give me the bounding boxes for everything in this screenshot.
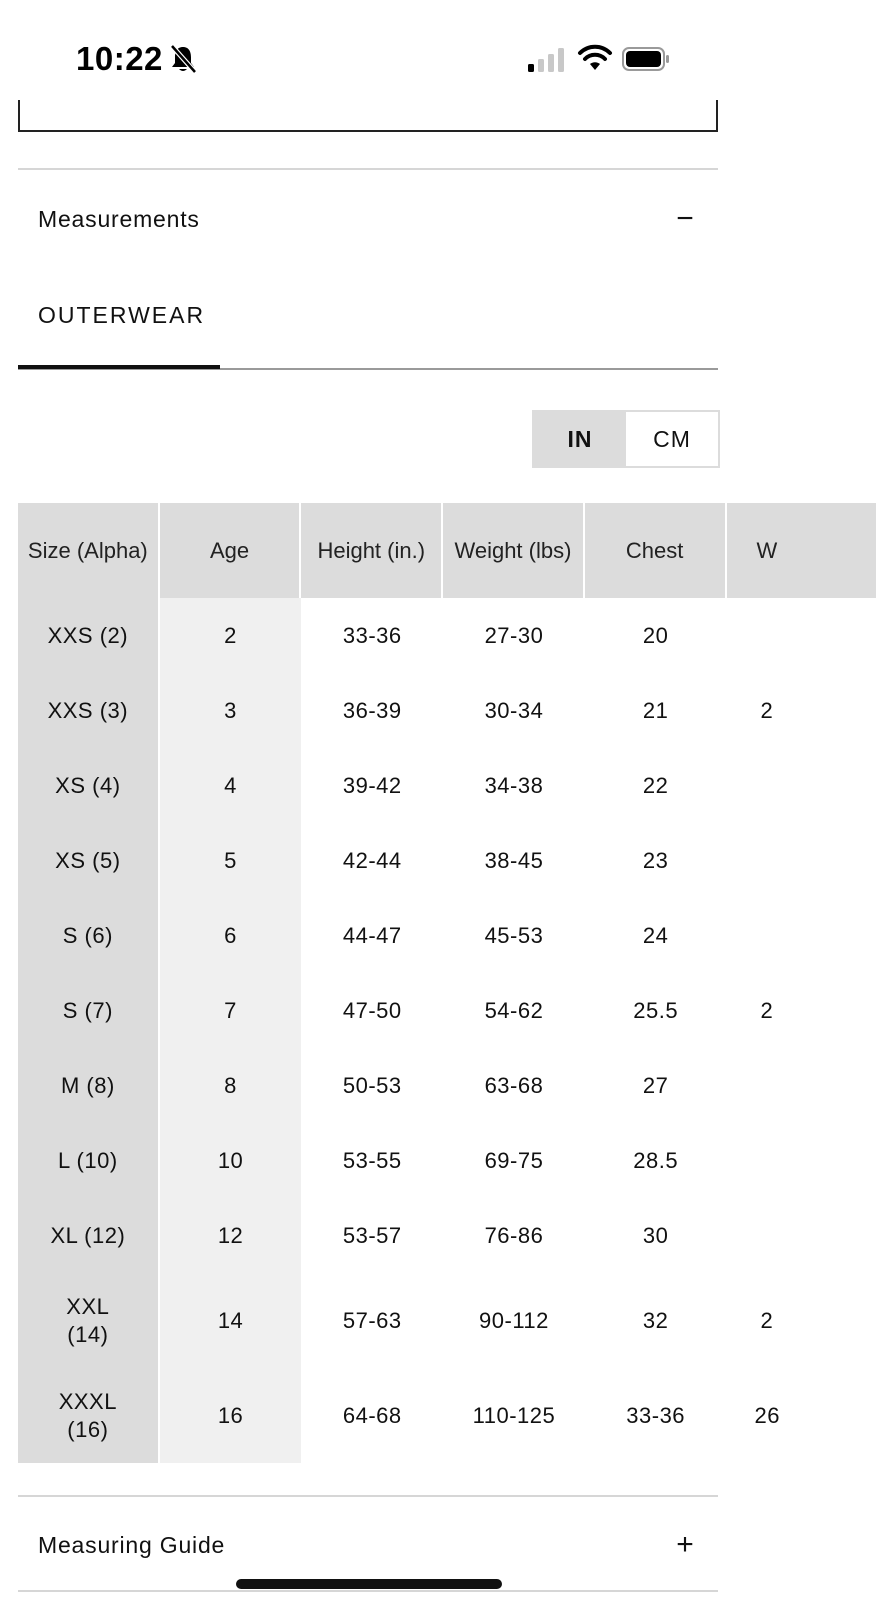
- cellular-signal-icon: [528, 48, 564, 72]
- cell-height: 39-42: [342, 772, 402, 798]
- cell-size: S (7): [18, 973, 160, 1048]
- active-tab-indicator: [18, 365, 220, 369]
- cell-size: XS (4): [18, 748, 160, 823]
- cell-age: 10: [160, 1123, 302, 1198]
- battery-icon: [622, 46, 670, 72]
- cell-age: 2: [160, 598, 302, 673]
- time-group: [76, 40, 197, 78]
- cell-height: 36-39: [342, 697, 402, 723]
- cell-waist: [727, 898, 878, 973]
- cell-height: 57-63: [342, 1307, 402, 1333]
- cell-waist: [727, 598, 878, 673]
- cell-chest: 28.5: [633, 1147, 679, 1173]
- table-row: [18, 1123, 878, 1198]
- cell-waist: 2: [760, 997, 774, 1023]
- cell-size-text: XXXL (16): [58, 1388, 117, 1442]
- cell-weight: 63-68: [484, 1072, 544, 1098]
- cell-size: XL (12): [18, 1198, 160, 1273]
- header-chest: Chest: [585, 503, 727, 598]
- cell-weight: 69-75: [484, 1147, 544, 1173]
- cell-weight: 54-62: [484, 997, 544, 1023]
- cell-age: 14: [160, 1273, 302, 1368]
- cell-size: [18, 1368, 160, 1463]
- size-table-scroll[interactable]: [18, 503, 780, 1468]
- cell-weight: 76-86: [484, 1222, 544, 1248]
- cell-weight: 90-112: [479, 1307, 549, 1333]
- cell-waist: [727, 823, 878, 898]
- tab-outerwear[interactable]: OUTERWEAR: [38, 302, 206, 328]
- wifi-icon: [578, 46, 612, 72]
- cell-size: XXS (2): [18, 598, 160, 673]
- header-age: Age: [160, 503, 302, 598]
- cell-height: 33-36: [342, 622, 402, 648]
- cell-height: 42-44: [342, 847, 402, 873]
- cell-size: XXS (3): [18, 673, 160, 748]
- collapse-icon[interactable]: −: [676, 202, 694, 235]
- cell-height: 47-50: [342, 997, 402, 1023]
- expand-icon[interactable]: +: [676, 1528, 694, 1561]
- cell-height: 44-47: [342, 922, 402, 948]
- cell-height: 53-57: [342, 1222, 402, 1248]
- cell-weight: 38-45: [484, 847, 544, 873]
- measurements-title: Measurements: [38, 205, 200, 232]
- cell-chest: 32: [642, 1307, 669, 1333]
- measurements-accordion-header[interactable]: [38, 194, 698, 244]
- previous-section-box: [18, 100, 718, 132]
- cell-size: M (8): [18, 1048, 160, 1123]
- table-row: [18, 748, 878, 823]
- cell-height: 50-53: [342, 1072, 402, 1098]
- cell-chest: 25.5: [633, 997, 679, 1023]
- cell-chest: 22: [642, 772, 669, 798]
- cell-chest: 33-36: [626, 1402, 686, 1428]
- cell-waist: 26: [754, 1402, 780, 1428]
- cell-weight: 110-125: [472, 1402, 556, 1428]
- cell-age: 12: [160, 1198, 302, 1273]
- cell-age: 4: [160, 748, 302, 823]
- cell-waist: [727, 1198, 878, 1273]
- cell-waist: [727, 748, 878, 823]
- cell-size: [18, 1273, 160, 1368]
- cell-age: 6: [160, 898, 302, 973]
- cell-chest: 23: [642, 847, 669, 873]
- cell-chest: 24: [642, 922, 669, 948]
- cell-age: 5: [160, 823, 302, 898]
- divider: [18, 168, 718, 170]
- cell-size: L (10): [18, 1123, 160, 1198]
- cell-height: 64-68: [342, 1402, 402, 1428]
- cell-age: 7: [160, 973, 302, 1048]
- cell-chest: 30: [642, 1222, 669, 1248]
- category-tabs: [18, 290, 718, 370]
- cell-size-text: XXL (14): [66, 1293, 110, 1347]
- cell-height: 53-55: [342, 1147, 402, 1173]
- cell-age: 8: [160, 1048, 302, 1123]
- table-row: [18, 1273, 878, 1368]
- table-row: [18, 1368, 878, 1463]
- cell-chest: 20: [642, 622, 669, 648]
- status-time: 10:22: [76, 40, 163, 77]
- cell-weight: 30-34: [484, 697, 544, 723]
- cell-size: XS (5): [18, 823, 160, 898]
- cell-weight: 34-38: [484, 772, 544, 798]
- unit-cm-button[interactable]: CM: [653, 425, 691, 452]
- measuring-guide-title: Measuring Guide: [38, 1531, 226, 1558]
- cell-age: 3: [160, 673, 302, 748]
- cell-waist: [727, 1048, 878, 1123]
- cell-age: 16: [160, 1368, 302, 1463]
- table-header-row: [18, 503, 878, 598]
- divider: [18, 1495, 718, 1497]
- cell-chest: 27: [642, 1072, 669, 1098]
- header-size: Size (Alpha): [18, 503, 160, 598]
- header-height: Height (in.): [301, 503, 443, 598]
- table-row: [18, 1048, 878, 1123]
- cell-waist: [727, 1123, 878, 1198]
- bell-slash-icon: [169, 44, 197, 74]
- cell-waist: 2: [760, 697, 774, 723]
- table-row: [18, 673, 878, 748]
- table-row: [18, 823, 878, 898]
- size-table: [18, 503, 878, 1463]
- cell-chest: 21: [642, 697, 669, 723]
- home-indicator[interactable]: [236, 1579, 502, 1589]
- status-bar: [0, 0, 736, 110]
- table-row: [18, 898, 878, 973]
- cell-waist: 2: [760, 1307, 774, 1333]
- table-row: [18, 973, 878, 1048]
- cell-weight: 45-53: [484, 922, 544, 948]
- cell-size: S (6): [18, 898, 160, 973]
- cell-weight: 27-30: [484, 622, 544, 648]
- header-weight: Weight (lbs): [443, 503, 585, 598]
- unit-in-button[interactable]: IN: [534, 412, 626, 466]
- measuring-guide-accordion-header[interactable]: [38, 1520, 698, 1570]
- unit-toggle: [532, 410, 720, 468]
- header-waist: W: [727, 503, 878, 598]
- table-row: [18, 598, 878, 673]
- divider: [18, 1590, 718, 1592]
- table-row: [18, 1198, 878, 1273]
